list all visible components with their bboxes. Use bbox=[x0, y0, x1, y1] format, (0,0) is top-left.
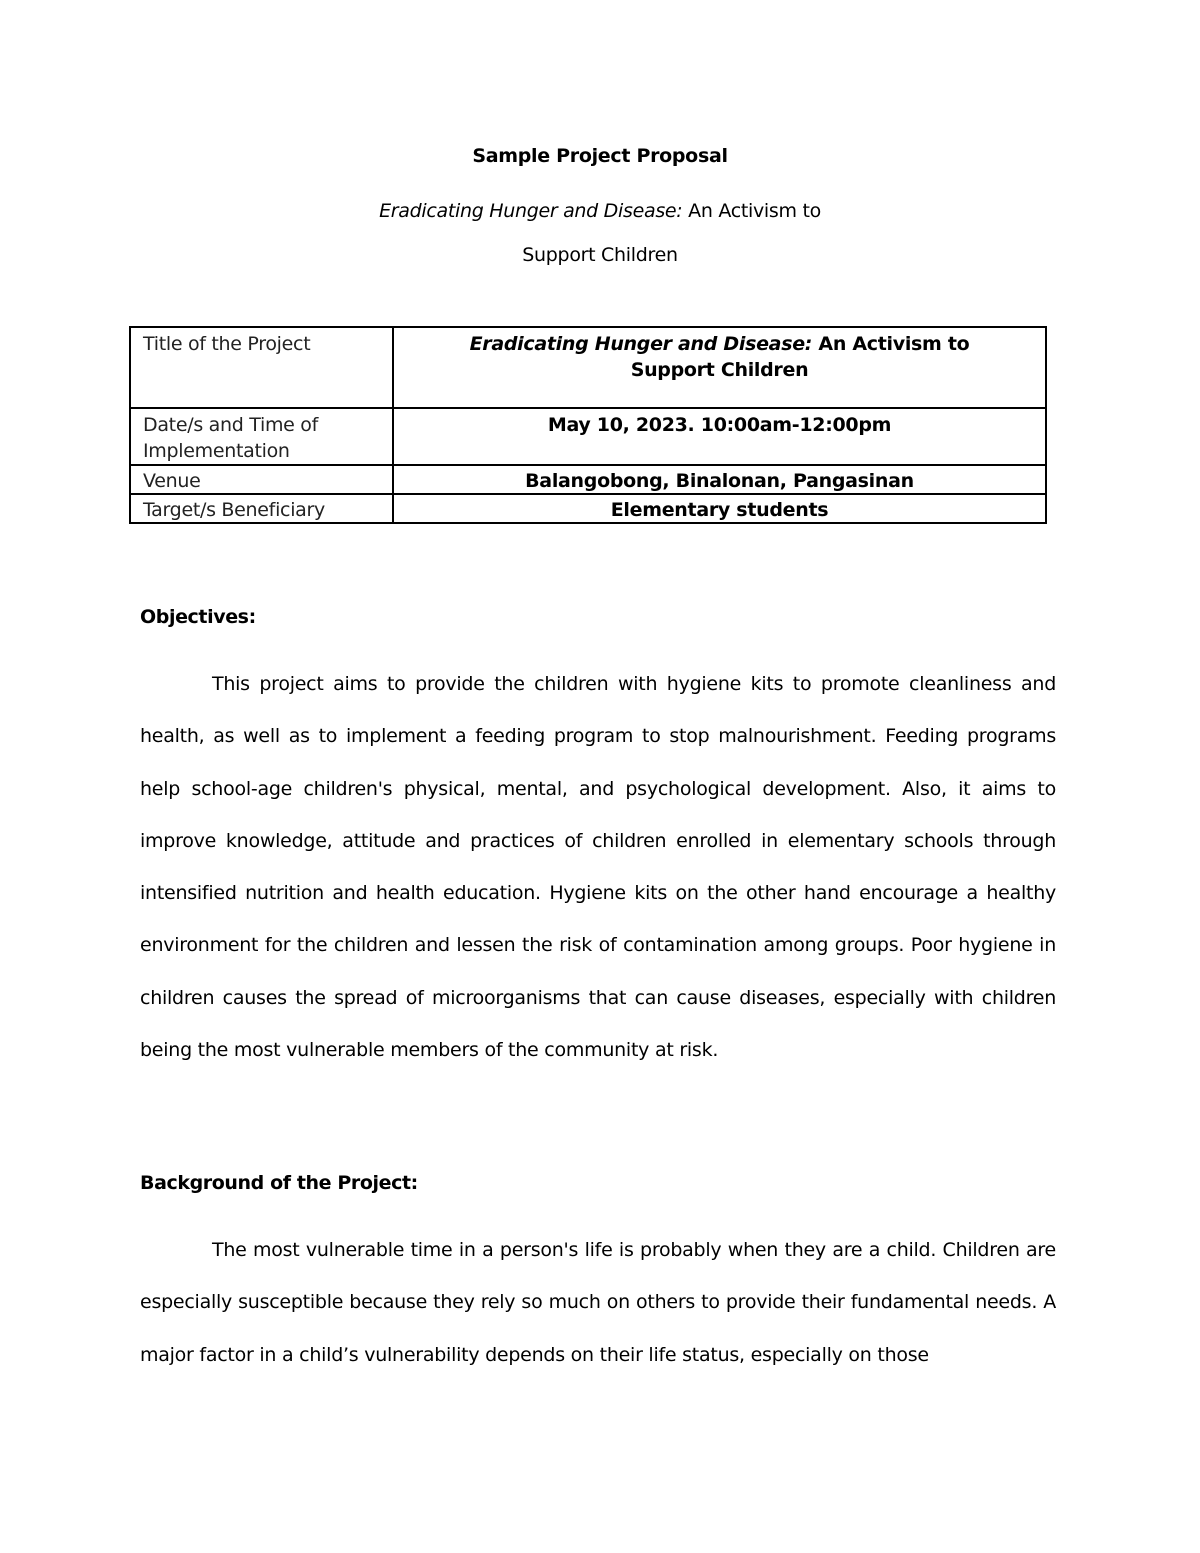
table-row bbox=[130, 494, 1046, 523]
table-value: Elementary students bbox=[393, 494, 1046, 523]
table-row bbox=[130, 327, 1046, 408]
table-label: Target/s Beneficiary bbox=[130, 494, 393, 523]
table-value-line2: Support Children bbox=[630, 359, 809, 381]
subtitle-italic: Eradicating Hunger and Disease: bbox=[379, 200, 683, 222]
table-row bbox=[130, 465, 1046, 494]
table-value: May 10, 2023. 10:00am-12:00pm bbox=[393, 408, 1046, 465]
subtitle-rest: An Activism to bbox=[682, 200, 821, 222]
document-subtitle-line2: Support Children bbox=[522, 244, 678, 266]
table-value-italic: Eradicating Hunger and Disease: bbox=[469, 333, 813, 355]
table-label: Venue bbox=[130, 465, 393, 494]
background-heading: Background of the Project: bbox=[140, 1172, 418, 1194]
project-info-table bbox=[129, 326, 1047, 524]
table-row bbox=[130, 408, 1046, 465]
table-label: Title of the Project bbox=[130, 327, 393, 408]
table-value bbox=[393, 327, 1046, 408]
objectives-paragraph: This project aims to provide the children with hygiene kits to promote cleanliness and health, as well as to implement a feeding program to stop malnourishment. Feeding programs help school-age children's physical, mental, and psychological development. Also, it aims to improve knowledge, attitude and practices of children enrolled in elementary schools through intensified nutrition and health education. Hygiene kits on the other hand encourage a healthy environment for the children and lessen the risk of contamination among groups. Poor hygiene in children causes the spread of microorganisms that can cause diseases, especially with children being the most vulnerable members of the community at risk. bbox=[140, 673, 1056, 1062]
document-heading: Sample Project Proposal bbox=[472, 145, 728, 167]
table-value: Balangobong, Binalonan, Pangasinan bbox=[393, 465, 1046, 494]
table-label: Date/s and Time of Implementation bbox=[130, 408, 393, 465]
objectives-heading: Objectives: bbox=[140, 606, 256, 628]
background-paragraph: The most vulnerable time in a person's life is probably when they are a child. Children are especially susceptible because they rely so much on others to provide their fundamental needs. A major factor in a child’s vulnerability depends on their life status, especially on those bbox=[140, 1239, 1056, 1366]
table-value-rest: An Activism to bbox=[812, 333, 970, 355]
document-subtitle bbox=[0, 199, 1200, 223]
